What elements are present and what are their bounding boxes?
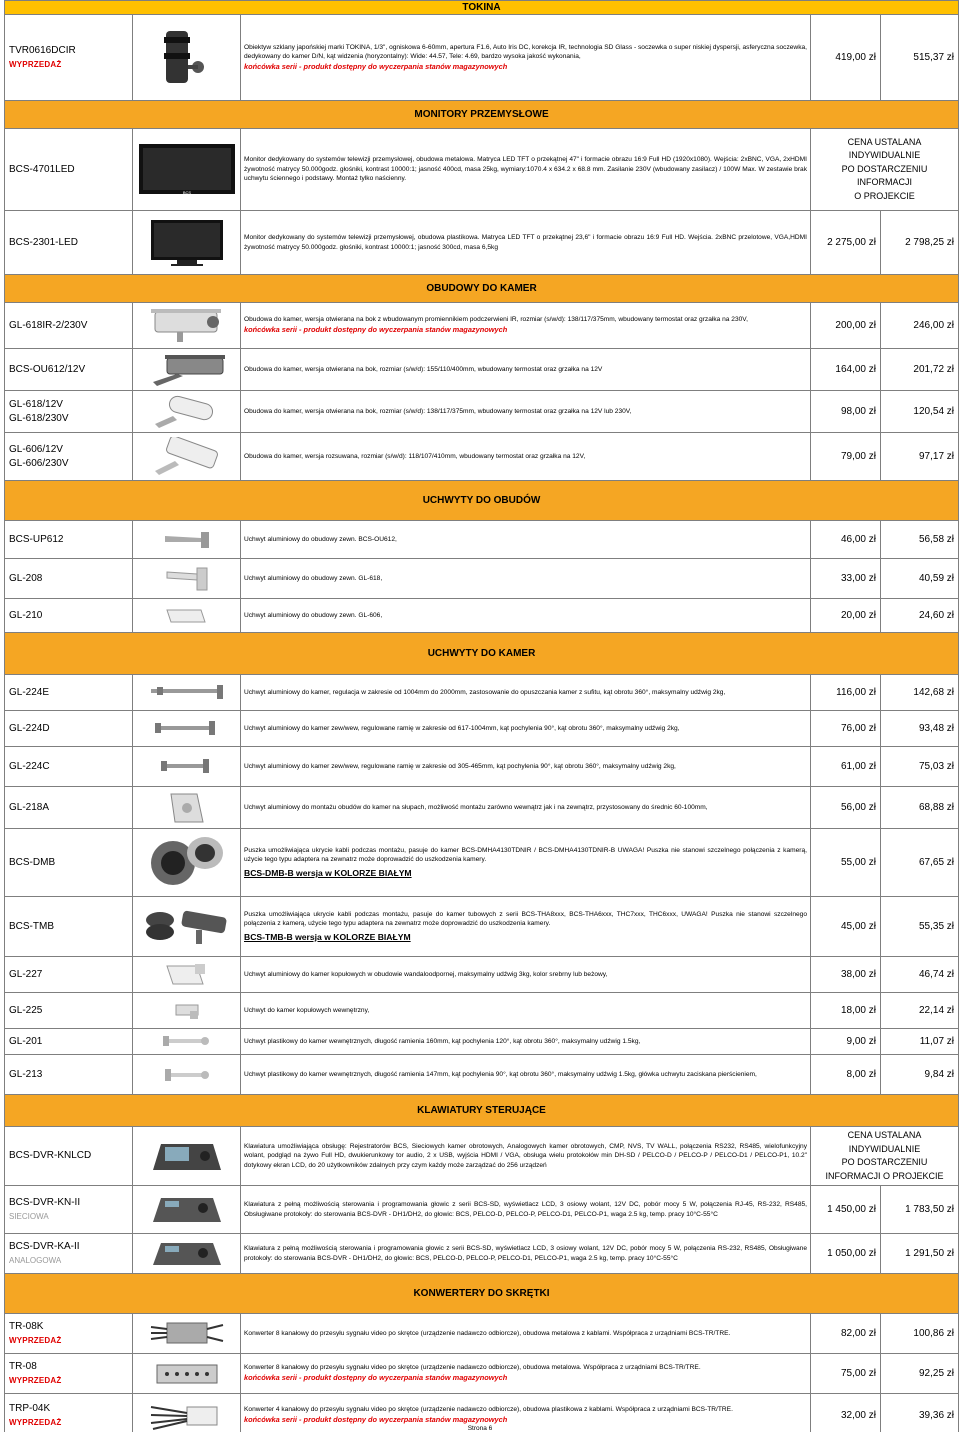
gross-price: 142,68 zł <box>881 675 959 711</box>
net-price: 20,00 zł <box>811 599 881 633</box>
gross-price: 97,17 zł <box>881 433 959 481</box>
bracket-image <box>157 528 217 552</box>
keyboard-image <box>147 1237 227 1271</box>
housing-image <box>147 306 227 346</box>
section-header-keyboards: KLAWIATURY STERUJĄCE <box>5 1095 959 1127</box>
product-code: GL-224D <box>5 711 133 747</box>
net-price: 82,00 zł <box>811 1314 881 1354</box>
product-row: TRP-04K WYPRZEDAŻ Konwerter 4 kanałowy do przesyłu sygnału video po skrętce (urządzenie nadawczo odbiorcze), obudowa plastikowa z kablami. Współpraca z urządniami BCS-TR/TRE. końcówka serii - produkt dostępny do wyczerpania stanów magazynowych 32,00 zł 39,36 zł <box>5 1394 959 1432</box>
product-row: GL-218A Uchwyt aluminiowy do montażu obudów do kamer na słupach, możliwość montażu zarówno wewnątrz jak i na zewnątrz, przystosowany do średnic 60-100mm, 56,00 zł 68,88 zł <box>5 787 959 829</box>
product-row: BCS-DVR-KNLCD Klawiatura umożliwiająca obsługę: Rejestratorów BCS, Sieciowych kamer obrotowych, Analogowych kamer obrotowych, CMP, NVS, TV WALL, połączenia RS232, RS485, wielofunkcyjny wolant, podgląd na żywo Full HD, dwukierunkowy tor audio, 2 x USB, wyjścia HDMI / VGA, obsługa wielu protokołów min DH-SD / PELCO-D / PELCO-P / PELCO-D1 / PELCO-P1, 10.2" dotykowy ekran LCD, do 20 użytkowników zdalnych przy czym każdy może zarządzać do 256 urządzeń CENA USTALANA INDYWIDUALNIE PO DOSTARCZENIU INFORMACJI O PROJEKCIE <box>5 1127 959 1186</box>
net-price: 32,00 zł <box>811 1394 881 1432</box>
svg-text:BCS: BCS <box>182 189 191 195</box>
net-price: 9,00 zł <box>811 1029 881 1055</box>
bracket-image <box>147 757 227 777</box>
bracket-image <box>147 719 227 739</box>
bracket-image <box>157 1033 217 1049</box>
price-on-request: CENA USTALANA INDYWIDUALNIE PO DOSTARCZENIU INFORMACJI O PROJEKCIE <box>811 129 959 211</box>
white-version-link: BCS-DMB-B wersja w KOLORZE BIAŁYM <box>244 867 412 878</box>
product-row: GL-618/12V GL-618/230V Obudowa do kamer, wersja otwierana na bok, rozmiar (s/w/d): 138/117/375mm, wbudowany termostat oraz grzałka na 12V lub 230V, 98,00 zł 120,54 zł <box>5 391 959 433</box>
product-code: BCS-UP612 <box>5 521 133 559</box>
lens-image <box>152 23 222 93</box>
product-code: GL-208 <box>5 559 133 599</box>
bracket-image <box>157 960 217 990</box>
product-row: GL-227 Uchwyt aluminiowy do kamer kopułowych w obudowie wandaloodpornej, maksymalny udźwig 3kg, kolor srebrny lub beżowy, 38,00 zł 46,74 zł <box>5 957 959 993</box>
gross-price: 1 291,50 zł <box>881 1234 959 1274</box>
net-price: 79,00 zł <box>811 433 881 481</box>
section-header-tokina: TOKINA <box>5 1 959 15</box>
sale-badge: WYPRZEDAŻ <box>9 59 62 69</box>
net-price: 419,00 zł <box>811 15 881 101</box>
product-code: GL-201 <box>5 1029 133 1055</box>
sale-badge: WYPRZEDAŻ <box>9 1335 62 1345</box>
net-price: 200,00 zł <box>811 303 881 349</box>
gross-price: 11,07 zł <box>881 1029 959 1055</box>
net-price: 56,00 zł <box>811 787 881 829</box>
product-row: GL-224D Uchwyt aluminiowy do kamer zew/wew, regulowane ramię w zakresie od 617-1004mm, kąt pochylenia 90°, kąt obrotu 360°, maksymalny udźwig 2kg, 76,00 zł 93,48 zł <box>5 711 959 747</box>
housing-image <box>147 352 227 388</box>
product-code: GL-618/12V <box>9 399 63 410</box>
product-code: BCS-4701LED <box>5 129 133 211</box>
gross-price: 39,36 zł <box>881 1394 959 1432</box>
gross-price: 9,84 zł <box>881 1055 959 1095</box>
bracket-image <box>147 683 227 703</box>
keyboard-image <box>147 1136 227 1176</box>
product-code: BCS-2301-LED <box>5 211 133 275</box>
gross-price: 68,88 zł <box>881 787 959 829</box>
net-price: 76,00 zł <box>811 711 881 747</box>
gross-price: 56,58 zł <box>881 521 959 559</box>
product-code: TR-08 <box>9 1361 37 1372</box>
bracket-image <box>157 604 217 628</box>
product-code: GL-227 <box>5 957 133 993</box>
product-row: BCS-UP612 Uchwyt aluminiowy do obudowy zewn. BCS-OU612, 46,00 zł 56,58 zł <box>5 521 959 559</box>
product-code: TVR0616DCIR <box>9 45 76 56</box>
product-row: BCS-DVR-KN-II SIECIOWA Klawiatura z pełną możliwością sterowania i programowania głowic z serii BCS-SD, wyświetlacz LCD, 3 osiowy wolant, 12V DC, pobór mocy 5 W, połączenia RJ-45, RS-232, RS485, Obsługiwane protokoły: do sterowania BCS-DVR - DH1/DH2, do głowic: BCS, PELCO-D, PELCO-P, PELCO-D1, PELCO-P1, waga 2.5 kg, temp. pracy 10°C-55°C 1 450,00 zł 1 783,50 zł <box>5 1186 959 1234</box>
sale-badge: WYPRZEDAŻ <box>9 1417 62 1427</box>
section-header-camera-brackets: UCHWYTY DO KAMER <box>5 633 959 675</box>
product-row: GL-210 Uchwyt aluminiowy do obudowy zewn. GL-606, 20,00 zł 24,60 zł <box>5 599 959 633</box>
variant-label: ANALOGOWA <box>9 1255 62 1265</box>
product-row: TVR0616DCIR WYPRZEDAŻ Obiektyw szklany japońskiej marki TOKINA, 1/3", ogniskowa 6-60mm, apertura F1.6, Auto Iris DC, korekcja IR, technologia SD Glass - soczewka o super niskiej dyspersji, asferyczna soczewka, dedykowany do kamer D/N, kąt widzenia (horyzontalny): Wide: 44.57, Tele: 4.69, bardzo wysoka jakość wykonania, końcówka serii - produkt dostępny do wyczerpania stanów magazynowych 419,00 zł 515,37 zł <box>5 15 959 101</box>
gross-price: 55,35 zł <box>881 897 959 957</box>
product-code: TRP-04K <box>9 1403 51 1414</box>
product-row: GL-224C Uchwyt aluminiowy do kamer zew/wew, regulowane ramię w zakresie od 305-465mm, kąt pochylenia 90°, kąt obrotu 360°, maksymalny udźwig 2kg, 61,00 zł 75,03 zł <box>5 747 959 787</box>
net-price: 8,00 zł <box>811 1055 881 1095</box>
product-row: GL-618IR-2/230V Obudowa do kamer, wersja otwierana na bok z wbudowanym promiennikiem podczerwieni IR, rozmiar (s/w/d): 138/117/375mm, wbudowany termostat oraz grzałka na 230V, końcówka serii - produkt dostępny do wyczerpania stanów magazynowych 200,00 zł 246,00 zł <box>5 303 959 349</box>
section-header-converters: KONWERTERY DO SKRĘTKI <box>5 1274 959 1314</box>
product-code: BCS-TMB <box>5 897 133 957</box>
net-price: 61,00 zł <box>811 747 881 787</box>
net-price: 38,00 zł <box>811 957 881 993</box>
product-row: GL-225 Uchwyt do kamer kopułowych wewnętrzny, 18,00 zł 22,14 zł <box>5 993 959 1029</box>
product-code-alt: GL-618/230V <box>9 412 69 424</box>
product-row: BCS-TMB Puszka umożliwiająca ukrycie kabli podczas montażu, pasuje do kamer tubowych z serii BCS-THA8xxx, BCS-THA6xxx, THC7xxx, THC6xxx, UWAGA! Puszka nie stanowi szczelnego połączenia z kamerą, użycie tego typu adaptera na zewnatrz może doprowadzić do uszkodzenia kamery. BCS-TMB-B wersja w KOLORZE BIAŁYM 45,00 zł 55,35 zł <box>5 897 959 957</box>
gross-price: 1 783,50 zł <box>881 1186 959 1234</box>
monitor-image <box>149 218 225 268</box>
housing-image <box>147 394 227 430</box>
net-price: 18,00 zł <box>811 993 881 1029</box>
monitor-image <box>137 142 237 198</box>
net-price: 1 050,00 zł <box>811 1234 881 1274</box>
price-on-request: CENA USTALANA INDYWIDUALNIE PO DOSTARCZENIU INFORMACJI O PROJEKCIE <box>811 1127 959 1186</box>
bracket-image <box>157 1065 217 1085</box>
gross-price: 93,48 zł <box>881 711 959 747</box>
section-header-housings: OBUDOWY DO KAMER <box>5 275 959 303</box>
product-code: GL-213 <box>5 1055 133 1095</box>
product-code: GL-224E <box>5 675 133 711</box>
product-code: GL-606/12V <box>9 444 63 455</box>
page-number: Strona 6 <box>467 1425 493 1432</box>
net-price: 45,00 zł <box>811 897 881 957</box>
gross-price: 24,60 zł <box>881 599 959 633</box>
gross-price: 201,72 zł <box>881 349 959 391</box>
price-table <box>4 0 959 1432</box>
variant-label: SIECIOWA <box>9 1211 49 1221</box>
bracket-image <box>157 564 217 594</box>
gross-price: 246,00 zł <box>881 303 959 349</box>
bracket-image <box>162 999 212 1023</box>
tube-box-image <box>142 902 232 952</box>
housing-image <box>147 437 227 477</box>
dome-box-image <box>147 833 227 893</box>
product-code: GL-225 <box>5 993 133 1029</box>
product-row: BCS-2301-LED Monitor dedykowany do systemów telewizji przemysłowej, obudowa plastikowa. Matryca LED TFT o przekątnej 23,6" i formacie obrazu 16:9 Full HD. Wejścia. 2xBNC przelotowe, VGA,HDMI żywotność matrycy 50.000godz. głośniki, kontrast 10000:1; jasność 300cd, masa 6,5kg 2 275,00 zł 2 798,25 zł <box>5 211 959 275</box>
gross-price: 67,65 zł <box>881 829 959 897</box>
product-code: BCS-DVR-KNLCD <box>5 1127 133 1186</box>
keyboard-image <box>147 1192 227 1228</box>
product-code: GL-218A <box>5 787 133 829</box>
section-header-housing-brackets: UCHWYTY DO OBUDÓW <box>5 481 959 521</box>
gross-price: 120,54 zł <box>881 391 959 433</box>
product-row: BCS-4701LED BCS Monitor dedykowany do systemów telewizji przemysłowej, obudowa metalowa. Matryca LED TFT o przekątnej 47" i formacie obrazu 16:9 Full HD (1920x1080). Wejścia: 2xBNC, VGA, 2xHDMI żywotność matrycy 50.000godz. głośniki, kontrast 10000:1; jasność 400cd, masa 25kg, wymiary:1070.4 x 634.2 x 68.8 mm. Zasilanie 230V (wbudowany zasilacz) / 100W Max. W zestawie brak uchwytu ściennego i podstawy. Montaż tylko naścienny. CENA USTALANA INDYWIDUALNIE PO DOSTARCZENIU INFORMACJI O PROJEKCIE <box>5 129 959 211</box>
net-price: 55,00 zł <box>811 829 881 897</box>
product-code: BCS-OU612/12V <box>5 349 133 391</box>
product-code: BCS-DVR-KN-II <box>9 1197 81 1208</box>
net-price: 116,00 zł <box>811 675 881 711</box>
gross-price: 75,03 zł <box>881 747 959 787</box>
net-price: 2 275,00 zł <box>811 211 881 275</box>
converter-image <box>147 1359 227 1389</box>
white-version-link: BCS-TMB-B wersja w KOLORZE BIAŁYM <box>244 931 411 942</box>
product-row: BCS-DMB Puszka umożliwiająca ukrycie kabli podczas montażu, pasuje do kamer BCS-DMHA4130TDNIR / BCS-DMHA4130TDNIR-B UWAGA! Puszka nie stanowi szczelnego połączenia z kamerą, użycie tego typu adaptera na zewnatrz może doprowadzić do uszkodzenia kamery. BCS-DMB-B wersja w KOLORZE BIAŁYM 55,00 zł 67,65 zł <box>5 829 959 897</box>
gross-price: 22,14 zł <box>881 993 959 1029</box>
bracket-image <box>157 790 217 826</box>
net-price: 75,00 zł <box>811 1354 881 1394</box>
net-price: 1 450,00 zł <box>811 1186 881 1234</box>
gross-price: 2 798,25 zł <box>881 211 959 275</box>
product-code: BCS-DMB <box>5 829 133 897</box>
net-price: 98,00 zł <box>811 391 881 433</box>
gross-price: 46,74 zł <box>881 957 959 993</box>
product-code: BCS-DVR-KA-II <box>9 1241 80 1252</box>
sale-badge: WYPRZEDAŻ <box>9 1375 62 1385</box>
product-row: TR-08K WYPRZEDAŻ Konwerter 8 kanałowy do przesyłu sygnału video po skrętce (urządzenie nadawczo odbiorcze), obudowa metalowa z kablami. Współpraca z urządniami BCS-TR/TRE. 82,00 zł 100,86 zł <box>5 1314 959 1354</box>
gross-price: 100,86 zł <box>881 1314 959 1354</box>
product-row: GL-224E Uchwyt aluminiowy do kamer, regulacja w zakresie od 1004mm do 2000mm, zastosowanie do opuszczania kamer z sufitu, kąt obrotu 360°, maksymalny udźwig 2kg, 116,00 zł 142,68 zł <box>5 675 959 711</box>
gross-price: 515,37 zł <box>881 15 959 101</box>
net-price: 46,00 zł <box>811 521 881 559</box>
gross-price: 40,59 zł <box>881 559 959 599</box>
product-row: GL-201 Uchwyt plastikowy do kamer wewnętrznych, długość ramienia 160mm, kąt pochylenia 120°, kąt obrotu 360°, maksymalny udźwig 1.5kg, 9,00 zł 11,07 zł <box>5 1029 959 1055</box>
product-row: GL-606/12V GL-606/230V Obudowa do kamer, wersja rozsuwana, rozmiar (s/w/d): 118/107/410mm, wbudowany termostat oraz grzałka na 12V, 79,00 zł 97,17 zł <box>5 433 959 481</box>
product-row: BCS-OU612/12V Obudowa do kamer, wersja otwierana na bok, rozmiar (s/w/d): 155/110/400mm, wbudowany termostat oraz grzałka na 12V 164,00 zł 201,72 zł <box>5 349 959 391</box>
product-code-alt: GL-606/230V <box>9 457 69 469</box>
section-header-monitors: MONITORY PRZEMYSŁOWE <box>5 101 959 129</box>
product-code: GL-618IR-2/230V <box>5 303 133 349</box>
product-code: GL-224C <box>5 747 133 787</box>
product-row: TR-08 WYPRZEDAŻ Konwerter 8 kanałowy do przesyłu sygnału video po skrętce (urządzenie nadawczo odbiorcze), obudowa metalowa. Współpraca z urządniami BCS-TR/TRE. końcówka serii - produkt dostępny do wyczerpania stanów magazynowych 75,00 zł 92,25 zł <box>5 1354 959 1394</box>
product-code: TR-08K <box>9 1321 44 1332</box>
net-price: 33,00 zł <box>811 559 881 599</box>
product-code: GL-210 <box>5 599 133 633</box>
product-row: BCS-DVR-KA-II ANALOGOWA Klawiatura z pełną możliwością sterowania i programowania głowic z serii BCS-SD, wyświetlacz LCD, 3 osiowy wolant, 12V DC, pobór mocy 5 W, połączenia RS-232, RS485, Obsługiwane protokoły: do sterowania BCS-DVR - DH1/DH2, do głowic: BCS, PELCO-D, PELCO-P, PELCO-D1, PELCO-P1, waga 2.5 kg, temp. pracy 10°C-55°C 1 050,00 zł 1 291,50 zł <box>5 1234 959 1274</box>
net-price: 164,00 zł <box>811 349 881 391</box>
product-row: GL-208 Uchwyt aluminiowy do obudowy zewn. GL-618, 33,00 zł 40,59 zł <box>5 559 959 599</box>
converter-image <box>147 1317 227 1351</box>
gross-price: 92,25 zł <box>881 1354 959 1394</box>
product-row: GL-213 Uchwyt plastikowy do kamer wewnętrznych, długość ramienia 147mm, kąt pochylenia 90°, kąt obrotu 360°, maksymalny udźwig 1.5kg, główka uchwytu zaciskana pierścieniem, 8,00 zł 9,84 zł <box>5 1055 959 1095</box>
